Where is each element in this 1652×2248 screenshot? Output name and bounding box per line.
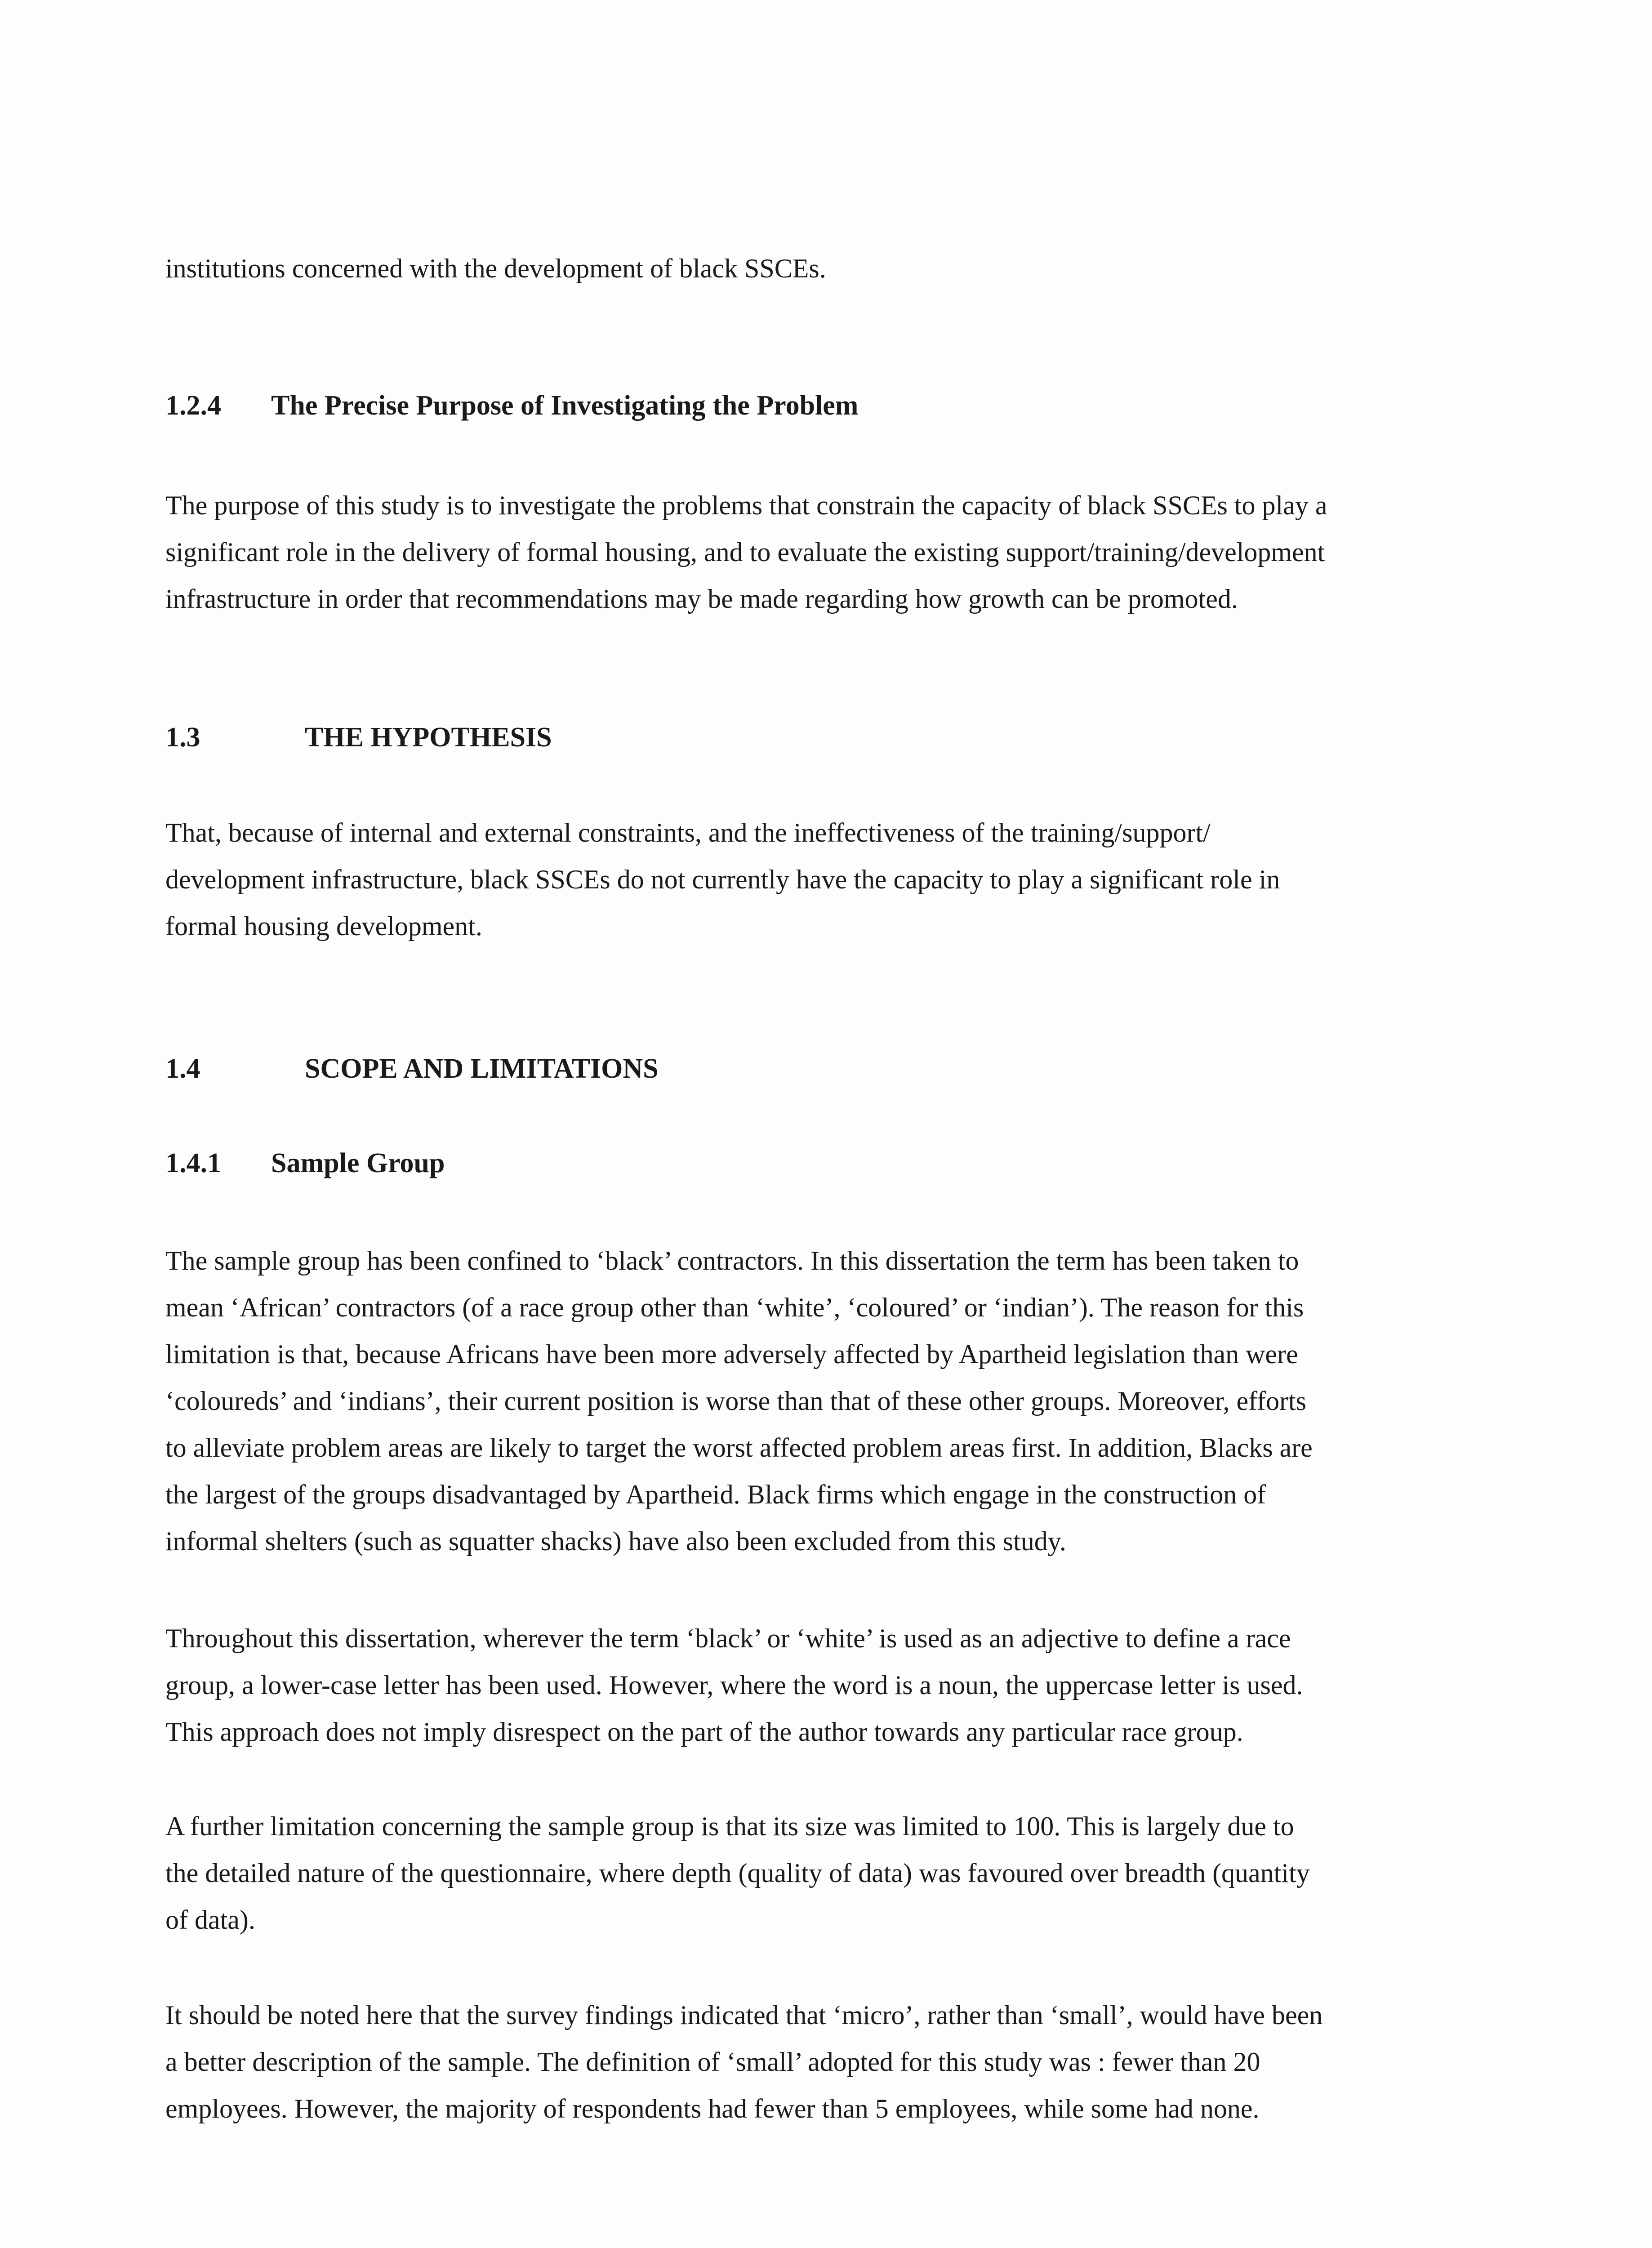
sample-group-paragraph-4 [165,1992,1550,2132]
section-number: 1.2.4 [165,390,221,421]
section-title: SCOPE AND LIMITATIONS [305,1053,659,1084]
paragraph-line: mean ‘African’ contractors (of a race group other than ‘white’, ‘coloured’ or ‘indian’). The reason for this [165,1293,1304,1322]
paragraph-line: group, a lower-case letter has been used. However, where the word is a noun, the uppercase letter is used. [165,1670,1303,1700]
intro-paragraph [165,245,1550,292]
intro-line: institutions concerned with the development of black SSCEs. [165,254,826,283]
sample-group-paragraph-2 [165,1615,1550,1755]
paragraph-line: a better description of the sample. The definition of ‘small’ adopted for this study was : fewer than 20 [165,2047,1260,2077]
paragraph-line: limitation is that, because Africans have been more adversely affected by Apartheid legislation than were [165,1339,1298,1369]
section-1-3-heading [165,719,1550,755]
paragraph-line: Throughout this dissertation, wherever the term ‘black’ or ‘white’ is used as an adjective to define a race [165,1624,1291,1653]
paragraph-line: This approach does not imply disrespect on the part of the author towards any particular race group. [165,1717,1243,1747]
paragraph-line: development infrastructure, black SSCEs do not currently have the capacity to play a significant role in [165,865,1280,894]
sample-group-paragraph-1 [165,1237,1550,1565]
section-title: Sample Group [271,1148,445,1178]
paragraph-line: That, because of internal and external constraints, and the ineffectiveness of the training/support/ [165,818,1211,847]
paragraph-line: the largest of the groups disadvantaged by Apartheid. Black firms which engage in the construction of [165,1480,1266,1509]
paragraph-line: ‘coloureds’ and ‘indians’, their current position is worse than that of these other groups. Moreover, efforts [165,1386,1307,1416]
section-1-4-heading [165,1051,1550,1087]
paragraph-line: informal shelters (such as squatter shacks) have also been excluded from this study. [165,1526,1066,1556]
paragraph-line: It should be noted here that the survey findings indicated that ‘micro’, rather than ‘small’, would have been [165,2000,1323,2030]
paragraph-line: formal housing development. [165,911,482,941]
section-number: 1.4 [165,1053,200,1084]
paragraph-line: A further limitation concerning the sample group is that its size was limited to 100. This is largely due to [165,1811,1294,1841]
paragraph-line: the detailed nature of the questionnaire, where depth (quality of data) was favoured over breadth (quantity [165,1858,1310,1888]
section-number: 1.3 [165,722,200,753]
sample-group-paragraph-3 [165,1803,1550,1943]
paragraph-line: significant role in the delivery of formal housing, and to evaluate the existing support/training/development [165,537,1325,567]
section-title: THE HYPOTHESIS [305,722,552,753]
paragraph-line: employees. However, the majority of respondents had fewer than 5 employees, while some had none. [165,2094,1260,2123]
section-1-2-4-heading [165,388,1550,424]
paragraph-line: The sample group has been confined to ‘black’ contractors. In this dissertation the term has been taken to [165,1246,1299,1276]
section-number: 1.4.1 [165,1148,221,1178]
section-1-3-paragraph [165,809,1550,950]
paragraph-line: to alleviate problem areas are likely to target the worst affected problem areas first. In addition, Blacks are [165,1433,1313,1463]
section-title: The Precise Purpose of Investigating the Problem [271,390,859,421]
paragraph-line: The purpose of this study is to investigate the problems that constrain the capacity of black SSCEs to play a [165,491,1327,520]
section-1-4-1-heading [165,1145,1550,1181]
paragraph-line: of data). [165,1905,255,1935]
section-1-2-4-paragraph [165,482,1550,622]
paragraph-line: infrastructure in order that recommendations may be made regarding how growth can be promoted. [165,584,1238,614]
